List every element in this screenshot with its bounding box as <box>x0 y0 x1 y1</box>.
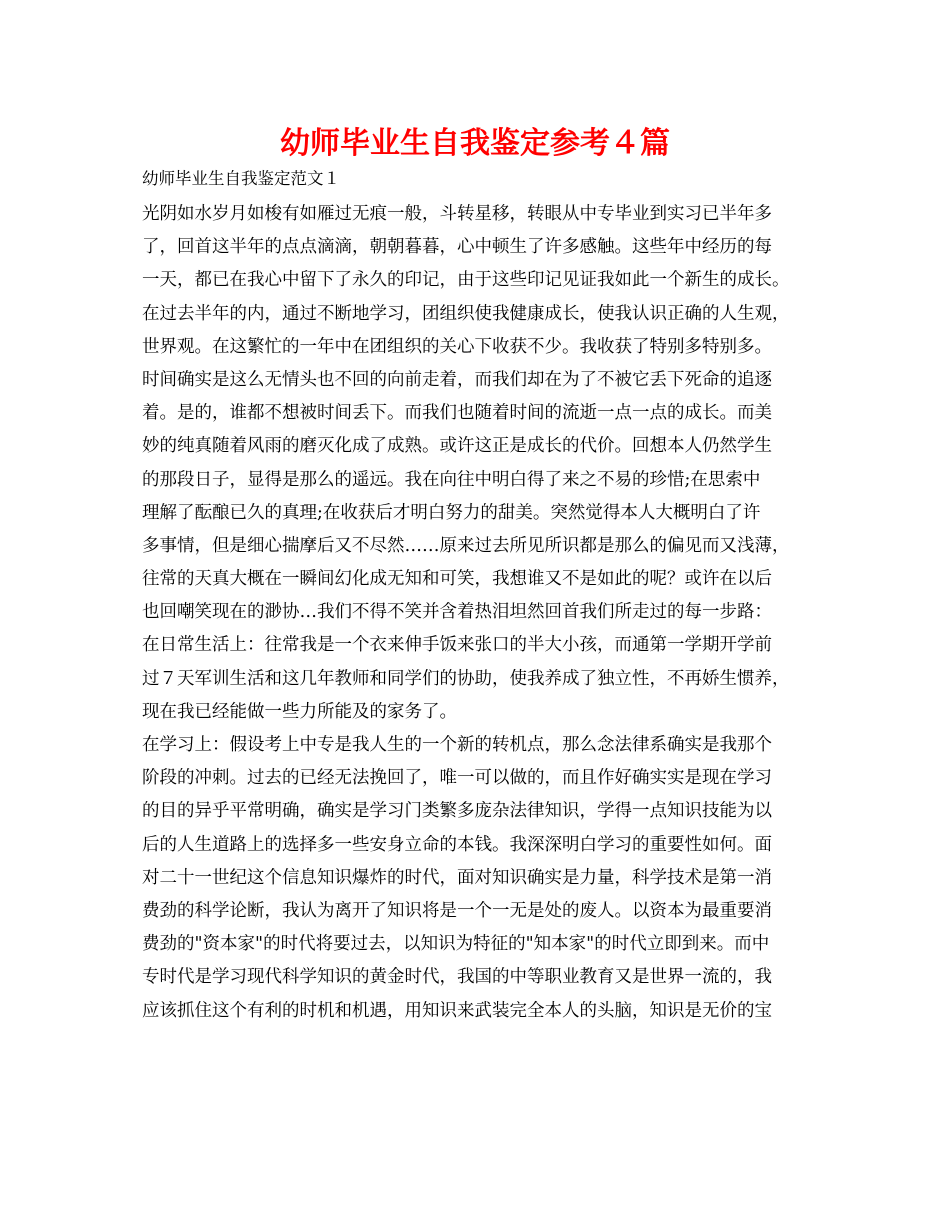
body-line: 的目的异乎平常明确，确实是学习门类繁多庞杂法律知识，学得一点知识技能为以 <box>142 801 772 822</box>
body-line: 在日常生活上：往常我是一个衣来伸手饭来张口的半大小孩，而通第一学期开学前 <box>142 635 772 656</box>
body-line: 在学习上：假设考上中专是我人生的一个新的转机点，那么念法律系确实是我那个 <box>142 735 772 755</box>
body-line: 专时代是学习现代科学知识的黄金时代，我国的中等职业教育又是世界一流的，我 <box>142 967 772 988</box>
body-line: 一天，都已在我心中留下了永久的印记，由于这些印记见证我如此一个新生的成长。 <box>142 270 790 291</box>
document-body <box>142 198 832 1028</box>
body-line: 世界观。在这繁忙的一年中在团组织的关心下收获不少。我收获了特别多特别多。 <box>142 336 772 357</box>
body-line: 的那段日子，显得是那么的遥远。我在向往中明白得了来之不易的珍惜;在思索中 <box>142 469 761 490</box>
body-line: 光阴如水岁月如梭有如雁过无痕一般，斗转星移，转眼从中专毕业到实习已半年多 <box>142 204 772 224</box>
body-line: 阶段的冲刺。过去的已经无法挽回了，唯一可以做的，而且作好确实实是现在学习 <box>142 768 772 789</box>
body-line: 着。是的，谁都不想被时间丢下。而我们也随着时间的流逝一点一点的成长。而美 <box>142 403 772 424</box>
body-line: 费劲的"资本家"的时代将要过去，以知识为特征的"知本家"的时代立即到来。而中 <box>142 934 770 955</box>
body-line: 现在我已经能做一些力所能及的家务了。 <box>142 701 457 722</box>
body-line: 时间确实是这么无情头也不回的向前走着，而我们却在为了不被它丢下死命的追逐 <box>142 369 772 390</box>
body-line: 对二十一世纪这个信息知识爆炸的时代，面对知识确实是力量，科学技术是第一消 <box>142 867 772 888</box>
body-line: 妙的纯真随着风雨的磨灭化成了成熟。或许这正是成长的代价。回想本人仍然学生 <box>142 436 772 457</box>
body-line: 理解了酝酿已久的真理;在收获后才明白努力的甜美。突然觉得本人大概明白了许 <box>142 502 761 523</box>
body-line: 费劲的科学论断，我认为离开了知识将是一个一无是处的废人。以资本为最重要消 <box>142 900 772 921</box>
body-line: 往常的天真大概在一瞬间幻化成无知和可笑，我想谁又不是如此的呢？或许在以后 <box>142 569 772 590</box>
body-line: 应该抓住这个有利的时机和机遇，用知识来武装完全本人的头脑，知识是无价的宝 <box>142 1000 772 1021</box>
document-title: 幼师毕业生自我鉴定参考４篇 <box>280 126 670 161</box>
body-line: 也回嘲笑现在的渺协…我们不得不笑并含着热泪坦然回首我们所走过的每一步路： <box>142 602 772 623</box>
body-line: 了，回首这半年的点点滴滴，朝朝暮暮，心中顿生了许多感触。这些年中经历的每 <box>142 237 772 258</box>
document-subtitle: 幼师毕业生自我鉴定范文１ <box>142 169 340 188</box>
body-line: 多事情，但是细心揣摩后又不尽然……原来过去所见所识都是那么的偏见而又浅薄， <box>142 535 790 556</box>
body-line: 后的人生道路上的选择多一些安身立命的本钱。我深深明白学习的重要性如何。面 <box>142 834 772 855</box>
body-line: 过７天军训生活和这几年教师和同学们的协助，使我养成了独立性，不再娇生惯养， <box>142 668 790 689</box>
body-line: 在过去半年的内，通过不断地学习，团组织使我健康成长，使我认识正确的人生观， <box>142 303 790 324</box>
